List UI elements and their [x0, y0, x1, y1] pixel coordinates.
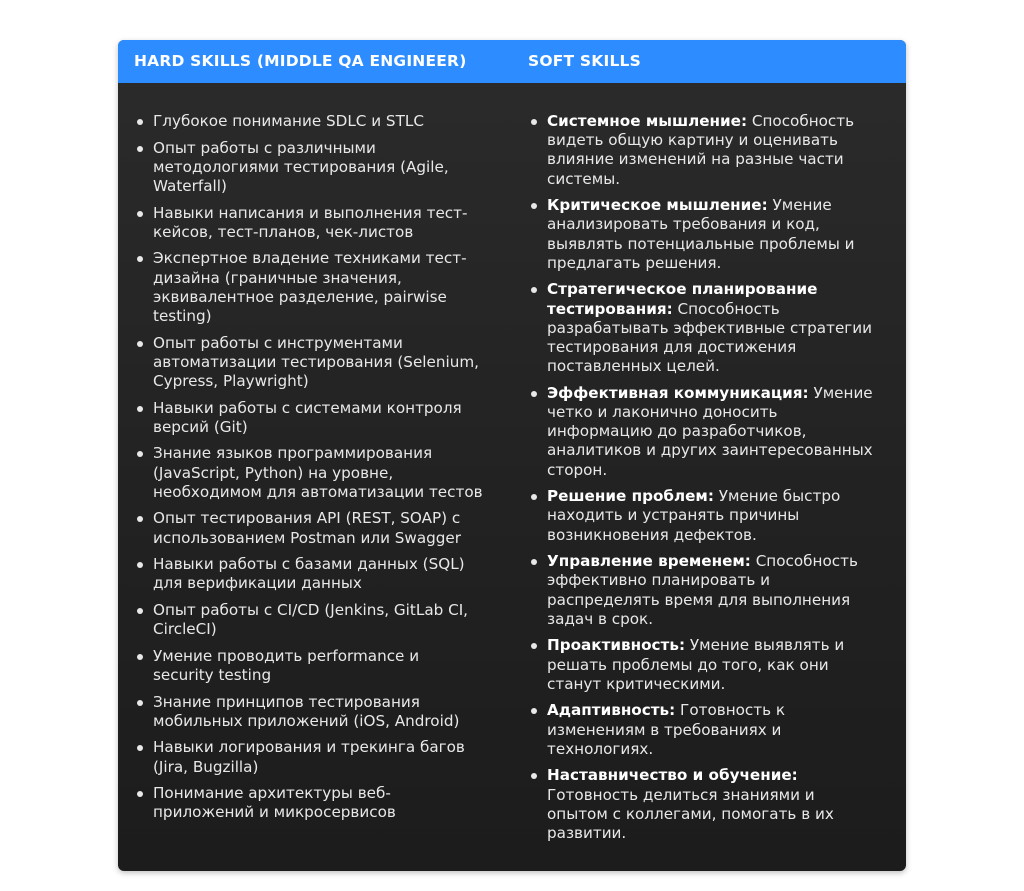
card-header [118, 40, 906, 83]
hard-skill-item: Глубокое понимание SDLC и STLC [134, 112, 484, 131]
soft-skill-term: Управление временем: [547, 552, 751, 571]
soft-skill-item [528, 766, 878, 843]
soft-skill-text: Способность разрабатывать эффективные стратегии тестирования для достижения поставленных целей. [547, 299, 873, 376]
soft-skill-text: Умение четко и лаконично доносить информацию до разработчиков, аналитиков и других заинтересованных сторон. [547, 383, 873, 479]
soft-skill-term: Решение проблем: [547, 487, 714, 506]
hard-skill-item: Понимание архитектуры веб-приложений и микросервисов [134, 784, 484, 822]
soft-skill-item [528, 280, 878, 376]
soft-skill-item [528, 384, 878, 480]
hard-skill-item: Навыки написания и выполнения тест-кейсов, тест-планов, чек-листов [134, 204, 484, 242]
hard-skill-item: Опыт работы с различными методологиями тестирования (Agile, Waterfall) [134, 139, 484, 197]
soft-skill-term: Адаптивность: [547, 701, 676, 720]
soft-skill-term: Стратегическое планирование тестирования: [547, 280, 818, 318]
hard-skill-item: Знание принципов тестирования мобильных приложений (iOS, Android) [134, 693, 484, 731]
soft-skill-item [528, 636, 878, 694]
soft-skill-term: Критическое мышление: [547, 196, 768, 215]
soft-skill-text: Готовность к изменениям в требованиях и технологиях. [547, 701, 786, 758]
hard-skill-item: Опыт работы с инструментами автоматизации тестирования (Selenium, Cypress, Playwright) [134, 334, 484, 392]
hard-skill-item: Навыки работы с базами данных (SQL) для верификации данных [134, 555, 484, 593]
soft-skills-title: SOFT SKILLS [528, 52, 641, 70]
soft-skills-list [528, 112, 878, 851]
soft-skill-item [528, 701, 878, 759]
soft-skill-text: Способность видеть общую картину и оценивать влияние изменений на разные части системы. [547, 112, 855, 188]
card-body [118, 83, 906, 871]
soft-skill-text: Готовность делиться знаниями и опытом с коллегами, помогать в их развитии. [547, 785, 834, 843]
soft-skill-term: Эффективная коммуникация: [547, 383, 809, 402]
soft-skill-text: Умение анализировать требования и код, выявлять потенциальные проблемы и предлагать решения. [547, 196, 855, 272]
soft-skill-term: Системное мышление: [547, 112, 748, 130]
soft-skill-term: Проактивность: [547, 636, 686, 655]
skills-card [118, 40, 906, 871]
soft-skill-item [528, 487, 878, 545]
soft-skill-text: Умение быстро находить и устранять причины возникновения дефектов. [547, 487, 841, 544]
soft-skill-item [528, 196, 878, 273]
soft-skill-text: Умение выявлять и решать проблемы до того, как они станут критическими. [547, 636, 845, 693]
hard-skills-title: HARD SKILLS (MIDDLE QA ENGINEER) [134, 52, 467, 70]
hard-skill-item: Экспертное владение техниками тест-дизайна (граничные значения, эквивалентное разделение, pairwise testing) [134, 249, 484, 326]
hard-skill-item: Опыт работы с CI/CD (Jenkins, GitLab CI, CircleCI) [134, 601, 484, 639]
hard-skill-item: Знание языков программирования (JavaScript, Python) на уровне, необходимом для автоматизации тестов [134, 444, 484, 502]
soft-skill-item [528, 112, 878, 189]
hard-skills-list [134, 112, 484, 830]
soft-skill-item [528, 552, 878, 629]
soft-skill-term: Наставничество и обучение: [547, 766, 798, 785]
soft-skill-text: Способность эффективно планировать и распределять время для выполнения задач в срок. [547, 552, 858, 628]
hard-skill-item: Навыки работы с системами контроля версий (Git) [134, 399, 484, 437]
hard-skill-item: Опыт тестирования API (REST, SOAP) с использованием Postman или Swagger [134, 509, 484, 547]
hard-skill-item: Умение проводить performance и security testing [134, 647, 484, 685]
hard-skill-item: Навыки логирования и трекинга багов (Jira, Bugzilla) [134, 738, 484, 776]
